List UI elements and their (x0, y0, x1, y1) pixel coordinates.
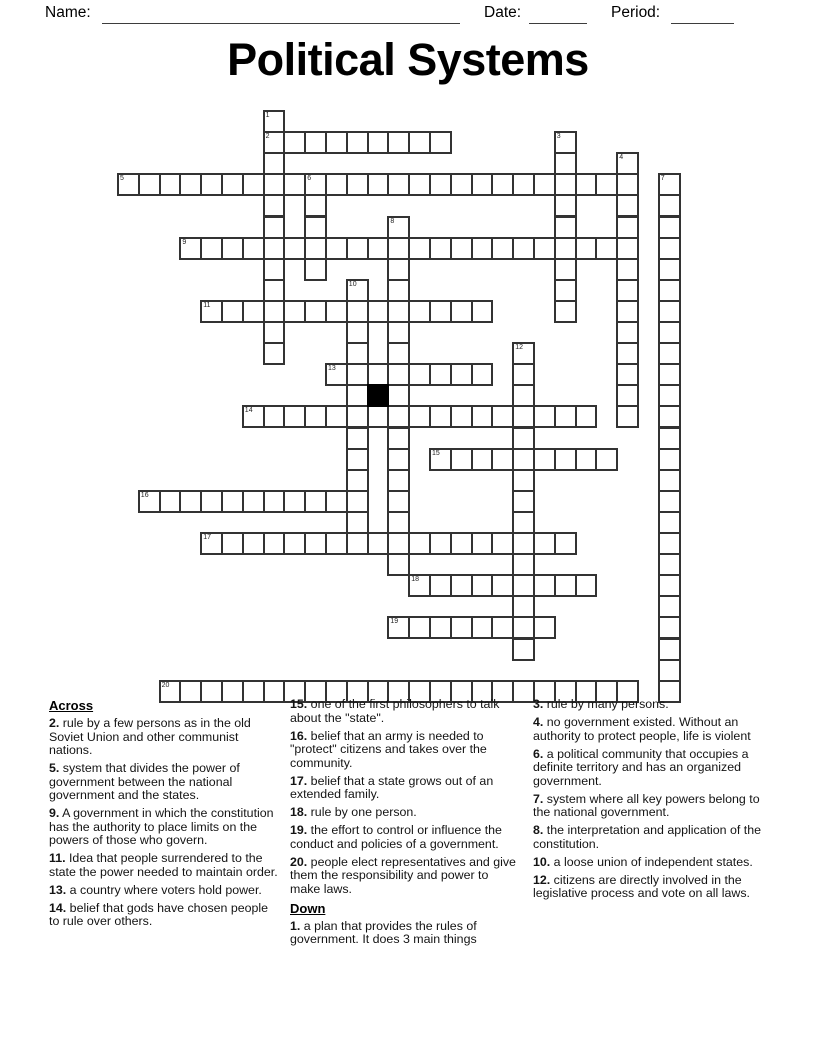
grid-cell-number: 17 (203, 534, 211, 541)
grid-cell (616, 300, 639, 323)
grid-cell (450, 405, 473, 428)
grid-cell (512, 490, 535, 513)
grid-cell (512, 448, 535, 471)
grid-cell (616, 237, 639, 260)
grid-cell (263, 490, 286, 513)
grid-cell (450, 173, 473, 196)
grid-cell (263, 405, 286, 428)
grid-cell (387, 321, 410, 344)
grid-cell (159, 173, 182, 196)
page-title: Political Systems (227, 34, 589, 85)
grid-cell (221, 490, 244, 513)
grid-cell (616, 173, 639, 196)
grid-cell (429, 363, 452, 386)
grid-cell (450, 532, 473, 555)
grid-cell (263, 237, 286, 260)
grid-cell (429, 300, 452, 323)
grid-cell (263, 300, 286, 323)
grid-cell-number: 8 (390, 217, 395, 225)
grid-cell (387, 363, 410, 386)
grid-cell (263, 342, 286, 365)
grid-cell (367, 131, 390, 154)
grid-cell (512, 427, 535, 450)
grid-cell (200, 490, 223, 513)
grid-cell (658, 659, 681, 682)
grid-cell (554, 258, 577, 281)
grid-cell (554, 300, 577, 323)
grid-cell (304, 216, 327, 239)
grid-cell (367, 237, 390, 260)
grid-cell (263, 152, 286, 175)
grid-cell (387, 173, 410, 196)
grid-cell (325, 173, 348, 196)
grid-cell (346, 300, 369, 323)
grid-cell (408, 173, 431, 196)
grid-cell (200, 173, 223, 196)
grid-cell-number: 6 (307, 175, 312, 183)
grid-cell (283, 490, 306, 513)
grid-cell (471, 173, 494, 196)
across-clues-list-continued (290, 698, 521, 896)
grid-cell (179, 237, 202, 260)
down-clues-list-continued (533, 698, 769, 901)
grid-cell (658, 405, 681, 428)
grid-cell (346, 279, 369, 302)
grid-cell (554, 405, 577, 428)
clue-6: 6. a political community that occupies a definite territory and has an organized government. (533, 746, 749, 788)
grid-cell (221, 173, 244, 196)
grid-cell (658, 321, 681, 344)
grid-cell (554, 194, 577, 217)
grid-cell (616, 194, 639, 217)
grid-cell (512, 638, 535, 661)
grid-cell (471, 300, 494, 323)
grid-cell (367, 405, 390, 428)
grid-cell (263, 194, 286, 217)
grid-cell (263, 532, 286, 555)
grid-cell (263, 216, 286, 239)
grid-cell (471, 616, 494, 639)
grid-cell-number: 14 (244, 407, 253, 415)
grid-cell (346, 131, 369, 154)
grid-cell (263, 321, 286, 344)
across-heading: Across (49, 698, 94, 713)
grid-cell (387, 490, 410, 513)
grid-cell (387, 553, 410, 576)
grid-cell (616, 216, 639, 239)
grid-cell (429, 616, 452, 639)
grid-cell (450, 237, 473, 260)
grid-cell (491, 237, 514, 260)
grid-cell (616, 342, 639, 365)
grid-cell (554, 173, 577, 196)
grid-cell (616, 321, 639, 344)
down-heading: Down (290, 900, 326, 916)
grid-cell-number: 3 (556, 133, 561, 141)
clue-column-2 (290, 698, 521, 951)
grid-cell (138, 490, 161, 513)
grid-cell (346, 511, 369, 534)
grid-cell (387, 448, 410, 471)
grid-cell (471, 574, 494, 597)
grid-cell (325, 363, 348, 386)
grid-cell (283, 300, 306, 323)
grid-cell (283, 532, 306, 555)
grid-cell (512, 237, 535, 260)
grid-cell (533, 574, 556, 597)
grid-cell (512, 384, 535, 407)
grid-cell (138, 173, 161, 196)
clue-12: 12. citizens are directly involved in the legislative process and vote on all laws. (533, 872, 750, 900)
grid-cell-number: 15 (432, 449, 440, 457)
grid-cell (471, 237, 494, 260)
grid-cell (450, 300, 473, 323)
grid-cell (533, 532, 556, 555)
grid-cell (429, 131, 452, 154)
grid-cell (512, 553, 535, 576)
clue-11: 11. Idea that people surrendered to the state the power needed to maintain order. (49, 851, 278, 879)
clue-column-3 (533, 698, 769, 905)
grid-cell (658, 173, 681, 196)
grid-cell (367, 363, 390, 386)
grid-cell (491, 405, 514, 428)
grid-cell (387, 427, 410, 450)
grid-cell (658, 638, 681, 661)
grid-cell (471, 448, 494, 471)
grid-cell (471, 532, 494, 555)
grid-cell (512, 532, 535, 555)
grid-cell (658, 553, 681, 576)
grid-cell (658, 216, 681, 239)
grid-cell (242, 532, 265, 555)
date-label: Date: (484, 4, 522, 21)
period-label: Period: (611, 4, 661, 21)
grid-cell (179, 173, 202, 196)
grid-cell (575, 448, 598, 471)
grid-cell (450, 574, 473, 597)
clue-3: 3. rule by many persons. (533, 697, 669, 711)
across-clues-list (49, 717, 281, 929)
grid-cell (283, 131, 306, 154)
grid-cell (283, 405, 306, 428)
grid-cell (367, 300, 390, 323)
grid-cell (304, 258, 327, 281)
grid-cell (658, 469, 681, 492)
down-clues-list (290, 920, 521, 947)
grid-cell (533, 616, 556, 639)
grid-cell (554, 131, 577, 154)
grid-cell (554, 237, 577, 260)
clue-17: 17. belief that a state grows out of an extended family. (290, 773, 494, 801)
grid-cell (512, 173, 535, 196)
grid-cell (658, 258, 681, 281)
grid-cell-number: 20 (161, 681, 170, 689)
grid-cell (512, 616, 535, 639)
grid-cell (658, 448, 681, 471)
grid-cell (283, 173, 306, 196)
grid-cell (658, 300, 681, 323)
grid-cell-number: 5 (120, 175, 124, 183)
grid-cell (658, 490, 681, 513)
grid-cell-number: 1 (265, 112, 270, 119)
grid-cell (658, 574, 681, 597)
grid-cell-number: 18 (411, 576, 419, 584)
grid-cell (533, 448, 556, 471)
grid-cell-number: 4 (619, 154, 624, 162)
grid-cell (346, 490, 369, 513)
clue-15: 15. one of the first philosophers to talk about the "state". (290, 697, 500, 725)
grid-cell (263, 173, 286, 196)
grid-cell (304, 194, 327, 217)
grid-cell (263, 279, 286, 302)
grid-cell (658, 279, 681, 302)
clue-1: 1. a plan that provides the rules of government. It does 3 main things (290, 918, 477, 946)
grid-cell (408, 237, 431, 260)
grid-cell (325, 490, 348, 513)
grid-cell (429, 237, 452, 260)
grid-cell (658, 511, 681, 534)
grid-cell (304, 237, 327, 260)
grid-cell (408, 532, 431, 555)
grid-cell (491, 173, 514, 196)
clue-18: 18. rule by one person. (290, 805, 417, 819)
grid-cell (242, 405, 265, 428)
grid-cell (408, 574, 431, 597)
grid-cell (408, 405, 431, 428)
grid-cell (367, 532, 390, 555)
grid-cell (616, 405, 639, 428)
grid-cell (616, 258, 639, 281)
grid-cell (575, 173, 598, 196)
grid-cell (304, 405, 327, 428)
grid-cell (408, 616, 431, 639)
grid-cell (658, 427, 681, 450)
grid-cell (658, 532, 681, 555)
grid-cell (179, 490, 202, 513)
grid-cell (575, 405, 598, 428)
grid-cell (304, 490, 327, 513)
grid-cell (554, 152, 577, 175)
grid-cell (512, 363, 535, 386)
grid-cell (263, 110, 286, 133)
grid-cell (387, 405, 410, 428)
grid-cell (658, 237, 681, 260)
grid-cell (616, 152, 639, 175)
grid-cell (200, 237, 223, 260)
grid-cell (450, 448, 473, 471)
grid-cell (429, 405, 452, 428)
grid-cell (117, 173, 140, 196)
grid-cell (658, 616, 681, 639)
grid-cell (658, 363, 681, 386)
grid-cell (387, 258, 410, 281)
grid-cell (575, 574, 598, 597)
grid-cell (387, 237, 410, 260)
grid-cell (408, 131, 431, 154)
grid-cell (221, 532, 244, 555)
grid-cell (512, 405, 535, 428)
grid-cell-number: 9 (182, 238, 187, 246)
grid-cell (242, 237, 265, 260)
grid-cell-number: 10 (348, 280, 357, 288)
grid-cell (304, 300, 327, 323)
grid-cell (346, 384, 369, 407)
grid-cell (471, 363, 494, 386)
grid-cell (554, 279, 577, 302)
grid-cell-number: 12 (515, 344, 523, 352)
grid-cell (387, 216, 410, 239)
grid-cell (658, 595, 681, 618)
grid-cell-number: 16 (140, 491, 149, 499)
grid-cell (408, 363, 431, 386)
grid-cell (450, 616, 473, 639)
grid-cell (242, 490, 265, 513)
grid-cell (512, 511, 535, 534)
grid-cell (512, 595, 535, 618)
grid-cell (159, 490, 182, 513)
grid-cell (595, 173, 618, 196)
grid-cell (595, 448, 618, 471)
grid-cell (346, 363, 369, 386)
clue-19: 19. the effort to control or influence the conduct and policies of a government. (290, 823, 502, 851)
grid-cell (325, 131, 348, 154)
clue-14: 14. belief that gods have chosen people to rule over others. (49, 900, 269, 928)
grid-cell (429, 574, 452, 597)
grid-cell (658, 384, 681, 407)
clue-7: 7. system where all key powers belong to the national government. (533, 791, 760, 819)
grid-cell (367, 173, 390, 196)
grid-cell (387, 342, 410, 365)
grid-cell (429, 448, 452, 471)
grid-cell (491, 574, 514, 597)
grid-cell (346, 448, 369, 471)
grid-cell (429, 173, 452, 196)
grid-cell (325, 300, 348, 323)
clue-2: 2. rule by a few persons as in the old Soviet Union and other communist nations. (49, 716, 251, 757)
grid-cell (325, 532, 348, 555)
grid-cell (387, 131, 410, 154)
grid-cell (221, 300, 244, 323)
name-label: Name: (45, 4, 91, 21)
grid-cell-number: 2 (265, 133, 270, 141)
grid-cell (304, 532, 327, 555)
grid-cell-number: 11 (203, 301, 211, 309)
grid-cell (554, 574, 577, 597)
grid-cell (304, 173, 327, 196)
grid-cell-number: 7 (660, 175, 665, 183)
grid-cell (491, 532, 514, 555)
grid-cell (554, 448, 577, 471)
grid-cell (387, 616, 410, 639)
clue-column-1 (49, 698, 281, 933)
grid-cell (595, 237, 618, 260)
grid-cell (325, 237, 348, 260)
grid-cell (429, 532, 452, 555)
grid-cell (616, 384, 639, 407)
grid-cell (242, 173, 265, 196)
grid-cell (346, 321, 369, 344)
grid-cell (263, 258, 286, 281)
grid-cell (387, 300, 410, 323)
grid-cell (263, 131, 286, 154)
grid-cell (346, 173, 369, 196)
grid-cell (346, 532, 369, 555)
grid-cell (533, 173, 556, 196)
grid-cell (658, 194, 681, 217)
grid-cell (512, 342, 535, 365)
grid-cell (221, 237, 244, 260)
grid-cell (491, 616, 514, 639)
grid-cell (283, 237, 306, 260)
grid-cell (658, 342, 681, 365)
grid-cell (491, 448, 514, 471)
grid-cell (346, 237, 369, 260)
grid-cell (450, 363, 473, 386)
clue-4: 4. no government existed. Without an authority to protect people, life is violent (533, 715, 751, 743)
black-cell (367, 384, 390, 407)
grid-cell (387, 279, 410, 302)
grid-cell (346, 405, 369, 428)
grid-cell (304, 131, 327, 154)
grid-cell (346, 342, 369, 365)
grid-cell (387, 532, 410, 555)
clue-13: 13. a country where voters hold power. (49, 882, 262, 897)
grid-cell (512, 574, 535, 597)
grid-cell (346, 427, 369, 450)
grid-cell (325, 405, 348, 428)
clue-10: 10. a loose union of independent states. (533, 854, 753, 869)
clue-16: 16. belief that an army is needed to "protect" citizens and takes over the community. (290, 728, 487, 770)
clue-8: 8. the interpretation and application of the constitution. (533, 823, 762, 851)
grid-cell (200, 532, 223, 555)
grid-cell (471, 405, 494, 428)
grid-cell (512, 469, 535, 492)
grid-cell (533, 405, 556, 428)
grid-cell (554, 216, 577, 239)
grid-cell (616, 363, 639, 386)
grid-cell (387, 384, 410, 407)
clue-20: 20. people elect representatives and give them the responsibility and power to make laws. (290, 854, 516, 896)
grid-cell (554, 532, 577, 555)
grid-cell (200, 300, 223, 323)
clue-9: 9. A government in which the constitution has the authority to place limits on the powers of those who govern. (49, 806, 274, 847)
grid-cell (533, 237, 556, 260)
clue-5: 5. system that divides the power of government between the national government and the states. (49, 761, 240, 802)
grid-cell (387, 469, 410, 492)
grid-cell (616, 279, 639, 302)
grid-cell (408, 300, 431, 323)
grid-cell (575, 237, 598, 260)
grid-cell-number: 19 (390, 618, 399, 626)
grid-cell (387, 511, 410, 534)
grid-cell (346, 469, 369, 492)
grid-cell-number: 13 (328, 365, 336, 373)
grid-cell (242, 300, 265, 323)
